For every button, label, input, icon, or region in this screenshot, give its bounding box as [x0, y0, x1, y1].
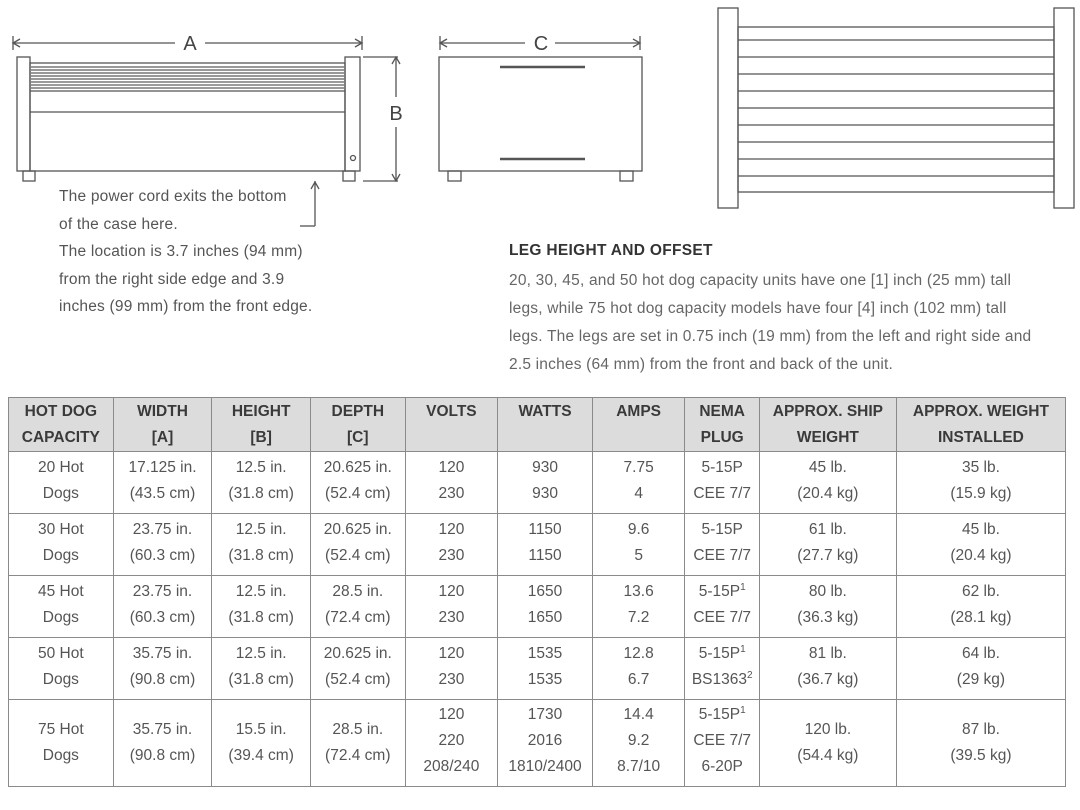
amps-value: 12.8: [623, 645, 654, 662]
column-header: [9, 398, 114, 452]
depth-value: (52.4 cm): [325, 671, 391, 688]
amps-value: 9.2: [627, 732, 650, 749]
cell-amps: [592, 576, 685, 638]
cell-height: [212, 514, 311, 576]
capacity-value: 50 Hot: [38, 645, 84, 662]
cell-depth: [310, 638, 405, 700]
height-value: 12.5 in.: [235, 645, 287, 662]
volts-value: 120: [438, 706, 465, 723]
column-header-line: INSTALLED: [938, 429, 1024, 446]
cell-plug: [685, 514, 759, 576]
cell-amps: [592, 638, 685, 700]
footnote-marker: 1: [740, 704, 746, 716]
installed-value: 87 lb.: [961, 721, 1000, 738]
cell-depth: [310, 514, 405, 576]
volts-value: 230: [438, 671, 465, 688]
table-row: [9, 514, 1066, 576]
ship-value: 45 lb.: [808, 459, 847, 476]
watts-value: 1810/2400: [508, 758, 582, 775]
table-row: [9, 638, 1066, 700]
plug-value: CEE 7/7: [693, 547, 752, 564]
plug-value: 5-15P: [698, 583, 741, 600]
installed-value: 64 lb.: [961, 645, 1000, 662]
amps-value: 8.7/10: [617, 758, 661, 775]
capacity-value: 30 Hot: [38, 521, 84, 538]
height-value: 12.5 in.: [235, 521, 287, 538]
top-view-drawing: [718, 8, 1074, 208]
cell-volts: [405, 514, 498, 576]
plug-value: CEE 7/7: [693, 485, 752, 502]
width-value: (60.3 cm): [129, 547, 196, 564]
capacity-value: 20 Hot: [38, 459, 84, 476]
cord-note-line: from the right side edge and 3.9: [59, 270, 285, 288]
installed-value: (29 kg): [956, 671, 1006, 688]
depth-value: 20.625 in.: [323, 521, 392, 538]
cell-height: [212, 638, 311, 700]
amps-value: 13.6: [623, 583, 654, 600]
installed-value: 35 lb.: [961, 459, 1000, 476]
amps-value: 14.4: [623, 706, 654, 723]
cell-watts: [498, 452, 593, 514]
plug-value: CEE 7/7: [693, 732, 752, 749]
height-value: (31.8 cm): [228, 609, 294, 626]
plug-value: 5-15P: [701, 521, 743, 538]
cell-installed: [896, 576, 1065, 638]
cell-height: [212, 576, 311, 638]
table-header: [9, 398, 1066, 452]
column-header-line: WEIGHT: [796, 429, 859, 446]
cord-note-line: The power cord exits the bottom: [59, 188, 287, 205]
ship-value: (20.4 kg): [797, 485, 859, 502]
watts-value: 1730: [527, 706, 563, 723]
column-header: [310, 398, 405, 452]
cell-ship: [759, 514, 896, 576]
leg-description-line: 2.5 inches (64 mm) from the front and back of the unit.: [509, 356, 894, 373]
column-header: [405, 398, 498, 452]
ship-value: (27.7 kg): [797, 547, 859, 564]
dimension-label-a: A: [183, 33, 197, 55]
depth-value: (72.4 cm): [325, 609, 391, 626]
watts-value: 2016: [527, 732, 563, 749]
column-header-line: CAPACITY: [21, 429, 100, 446]
amps-value: 9.6: [627, 521, 650, 538]
footnote-marker: 1: [740, 581, 746, 593]
volts-value: 120: [438, 459, 465, 476]
cell-amps: [592, 452, 685, 514]
amps-value: 7.75: [623, 459, 654, 476]
plug-value: 5-15P: [701, 459, 743, 476]
cell-installed: [896, 700, 1065, 787]
width-value: (60.3 cm): [129, 609, 196, 626]
width-value: 23.75 in.: [132, 583, 193, 600]
dimension-label-c: C: [533, 33, 549, 55]
ship-value: 80 lb.: [808, 583, 847, 600]
side-view-drawing: [439, 36, 642, 181]
column-header: [498, 398, 593, 452]
column-header: [592, 398, 685, 452]
table-row: [9, 700, 1066, 787]
depth-value: 28.5 in.: [332, 583, 384, 600]
dimension-label-b: B: [389, 103, 403, 125]
width-value: 35.75 in.: [132, 645, 193, 662]
cell-depth: [310, 452, 405, 514]
column-header-line: VOLTS: [426, 403, 477, 420]
table-row: [9, 452, 1066, 514]
volts-value: 120: [438, 521, 465, 538]
width-value: 23.75 in.: [132, 521, 193, 538]
column-header-line: HOT DOG: [24, 403, 98, 420]
cell-plug: [685, 700, 759, 787]
leg-description-line: legs. The legs are set in 0.75 inch (19 mm) from the left and right side and: [509, 328, 1032, 345]
header-row: [9, 398, 1066, 452]
column-header-line: APPROX. SHIP: [772, 403, 883, 420]
column-header-line: DEPTH: [331, 403, 385, 420]
cell-height: [212, 700, 311, 787]
plug-value: CEE 7/7: [693, 609, 752, 626]
footnote-marker: 2: [746, 669, 753, 681]
watts-value: 1150: [528, 521, 562, 538]
column-header: [759, 398, 896, 452]
grill-rollers: [31, 67, 344, 88]
cell-ship: [759, 700, 896, 787]
amps-value: 6.7: [627, 671, 650, 688]
installed-value: (28.1 kg): [950, 609, 1012, 626]
cell-height: [212, 452, 311, 514]
column-header-line: HEIGHT: [231, 403, 291, 420]
width-value: (90.8 cm): [129, 671, 196, 688]
cell-capacity: [9, 700, 114, 787]
ship-value: 81 lb.: [808, 645, 847, 662]
cell-installed: [896, 638, 1065, 700]
height-value: 12.5 in.: [235, 459, 287, 476]
cell-ship: [759, 452, 896, 514]
column-header-line: [B]: [250, 429, 272, 446]
cord-note-line: of the case here.: [59, 215, 178, 233]
width-value: (43.5 cm): [129, 485, 196, 502]
plug-value: BS1363: [691, 671, 747, 688]
amps-value: 7.2: [627, 609, 650, 626]
installed-value: 45 lb.: [961, 521, 1000, 538]
capacity-value: Dogs: [42, 609, 79, 626]
cord-note-line: inches (99 mm) from the front edge.: [59, 298, 313, 315]
volts-value: 230: [438, 485, 465, 502]
cell-capacity: [9, 452, 114, 514]
cell-capacity: [9, 638, 114, 700]
column-header: [685, 398, 759, 452]
column-header: [212, 398, 311, 452]
depth-value: 28.5 in.: [332, 721, 384, 738]
depth-value: (52.4 cm): [325, 485, 391, 502]
cell-plug: [685, 576, 759, 638]
cell-capacity: [9, 514, 114, 576]
column-header-line: PLUG: [700, 429, 744, 446]
cell-width: [113, 576, 212, 638]
cell-volts: [405, 576, 498, 638]
leg-height-description: [509, 267, 1074, 379]
column-header-line: [C]: [347, 429, 369, 446]
cell-amps: [592, 700, 685, 787]
column-header-line: WATTS: [518, 403, 572, 420]
ship-value: 120 lb.: [804, 721, 852, 738]
cell-installed: [896, 452, 1065, 514]
column-header-line: APPROX. WEIGHT: [912, 403, 1049, 420]
cell-ship: [759, 576, 896, 638]
cell-depth: [310, 700, 405, 787]
volts-value: 120: [438, 583, 465, 600]
column-header-line: [A]: [151, 429, 174, 446]
depth-value: 20.625 in.: [323, 645, 392, 662]
installed-value: (39.5 kg): [950, 747, 1012, 764]
cell-watts: [498, 700, 593, 787]
table-body: [9, 452, 1066, 787]
watts-value: 1150: [528, 547, 562, 564]
capacity-value: Dogs: [42, 671, 79, 688]
depth-value: 20.625 in.: [323, 459, 392, 476]
cell-ship: [759, 638, 896, 700]
width-value: 35.75 in.: [132, 721, 193, 738]
depth-value: (72.4 cm): [325, 747, 391, 764]
specifications-table: [8, 397, 1066, 787]
footnote-marker: 1: [740, 643, 746, 655]
column-header-line: WIDTH: [137, 403, 188, 420]
cell-volts: [405, 700, 498, 787]
column-header-line: AMPS: [616, 403, 662, 420]
capacity-value: 75 Hot: [38, 721, 84, 738]
watts-value: 1535: [527, 671, 563, 688]
ship-value: (54.4 kg): [797, 747, 859, 764]
installed-value: 62 lb.: [961, 583, 1000, 600]
watts-value: 930: [532, 459, 558, 476]
height-value: 15.5 in.: [235, 721, 287, 738]
watts-value: 1535: [527, 645, 563, 662]
column-header-line: NEMA: [699, 403, 745, 420]
plug-value: 6-20P: [701, 758, 743, 775]
capacity-value: Dogs: [42, 747, 79, 764]
width-value: (90.8 cm): [129, 747, 196, 764]
amps-value: 4: [634, 485, 643, 502]
installed-value: (20.4 kg): [950, 547, 1012, 564]
volts-value: 120: [438, 645, 465, 662]
cell-watts: [498, 576, 593, 638]
ship-value: (36.3 kg): [797, 609, 859, 626]
height-value: (31.8 cm): [228, 485, 294, 502]
volts-value: 220: [438, 732, 465, 749]
cell-capacity: [9, 576, 114, 638]
capacity-value: 45 Hot: [38, 583, 84, 600]
cell-width: [113, 514, 212, 576]
cell-plug: [685, 452, 759, 514]
leg-description-line: legs, while 75 hot dog capacity models have four [4] inch (102 mm) tall: [509, 300, 1007, 317]
cell-installed: [896, 514, 1065, 576]
width-value: 17.125 in.: [128, 459, 197, 476]
cell-depth: [310, 576, 405, 638]
cell-volts: [405, 452, 498, 514]
cell-plug: [685, 638, 759, 700]
volts-value: 208/240: [423, 758, 480, 775]
volts-value: 230: [438, 609, 465, 626]
capacity-value: Dogs: [42, 547, 79, 564]
plug-value: 5-15P: [698, 645, 741, 662]
installed-value: (15.9 kg): [950, 485, 1012, 502]
capacity-value: Dogs: [42, 485, 79, 502]
height-value: (31.8 cm): [228, 671, 294, 688]
height-value: (39.4 cm): [228, 747, 294, 764]
height-value: 12.5 in.: [235, 583, 287, 600]
watts-value: 1650: [527, 609, 563, 626]
column-header: [896, 398, 1065, 452]
ship-value: (36.7 kg): [797, 671, 859, 688]
cell-amps: [592, 514, 685, 576]
power-cord-note: [59, 183, 359, 321]
column-header: [113, 398, 212, 452]
plug-value: 5-15P: [698, 706, 741, 723]
height-value: (31.8 cm): [228, 547, 294, 564]
cell-width: [113, 700, 212, 787]
depth-value: (52.4 cm): [325, 547, 391, 564]
cell-watts: [498, 514, 593, 576]
watts-value: 930: [532, 485, 558, 502]
cell-width: [113, 638, 212, 700]
ship-value: 61 lb.: [808, 521, 847, 538]
leg-description-line: 20, 30, 45, and 50 hot dog capacity units have one [1] inch (25 mm) tall: [509, 272, 1012, 289]
cell-volts: [405, 638, 498, 700]
cell-width: [113, 452, 212, 514]
leg-height-heading: LEG HEIGHT AND OFFSET: [509, 242, 713, 259]
cell-watts: [498, 638, 593, 700]
volts-value: 230: [438, 547, 465, 564]
watts-value: 1650: [527, 583, 563, 600]
cord-note-line: The location is 3.7 inches (94 mm): [59, 243, 303, 260]
table-row: [9, 576, 1066, 638]
amps-value: 5: [634, 547, 643, 564]
